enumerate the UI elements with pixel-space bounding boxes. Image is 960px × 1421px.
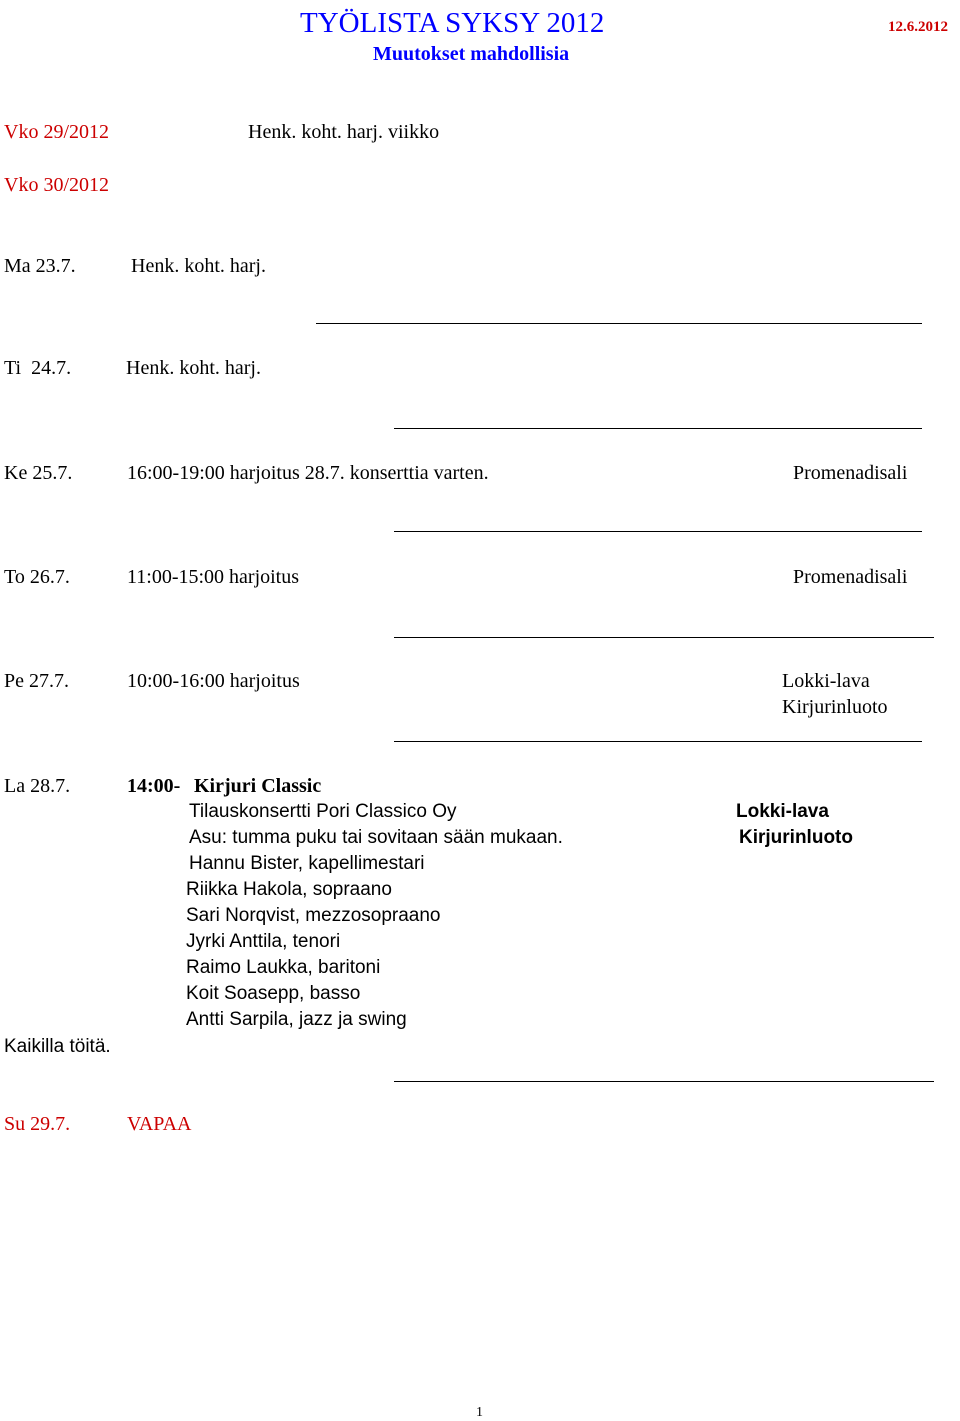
event-title-la: Kirjuri Classic xyxy=(194,775,322,797)
divider xyxy=(394,531,922,532)
event-line: Hannu Bister, kapellimestari xyxy=(189,853,425,874)
divider xyxy=(316,323,922,324)
divider xyxy=(394,1081,934,1082)
day-desc-ti: Henk. koht. harj. xyxy=(126,357,261,379)
day-note-la: Kaikilla töitä. xyxy=(4,1036,111,1057)
document-subtitle: Muutokset mahdollisia xyxy=(373,43,570,65)
day-desc-pe: 10:00-16:00 harjoitus xyxy=(127,670,300,692)
day-label-ke: Ke 25.7. xyxy=(4,462,73,484)
divider xyxy=(394,741,922,742)
day-desc-ke: 16:00-19:00 harjoitus 28.7. konserttia varten. xyxy=(127,462,489,484)
day-label-ma: Ma 23.7. xyxy=(4,255,76,277)
divider xyxy=(394,637,934,638)
event-line: Raimo Laukka, baritoni xyxy=(186,957,381,978)
day-label-ti: Ti 24.7. xyxy=(4,357,72,379)
venue-la-line2: Kirjurinluoto xyxy=(739,827,853,848)
day-desc-ma: Henk. koht. harj. xyxy=(131,255,266,277)
event-line: Antti Sarpila, jazz ja swing xyxy=(186,1009,407,1030)
venue-ke: Promenadisali xyxy=(793,462,908,484)
venue-pe-line1: Lokki-lava xyxy=(782,670,870,692)
document-title: TYÖLISTA SYKSY 2012 xyxy=(300,7,605,39)
document-date: 12.6.2012 xyxy=(888,19,948,35)
week-label-29: Vko 29/2012 xyxy=(4,121,109,143)
event-line: Tilauskonsertti Pori Classico Oy xyxy=(189,801,457,822)
venue-la-line1: Lokki-lava xyxy=(736,801,829,822)
day-desc-to: 11:00-15:00 harjoitus xyxy=(127,566,300,588)
day-label-su: Su 29.7. xyxy=(4,1113,71,1135)
day-label-la: La 28.7. xyxy=(4,775,71,797)
divider xyxy=(394,428,922,429)
week-note-29: Henk. koht. harj. viikko xyxy=(248,121,440,143)
day-label-pe: Pe 27.7. xyxy=(4,670,69,692)
venue-pe-line2: Kirjurinluoto xyxy=(782,696,888,718)
venue-to: Promenadisali xyxy=(793,566,908,588)
event-line: Riikka Hakola, sopraano xyxy=(186,879,392,900)
day-desc-su: VAPAA xyxy=(127,1113,192,1135)
event-line: Asu: tumma puku tai sovitaan sään mukaan. xyxy=(189,827,563,848)
event-line: Koit Soasepp, basso xyxy=(186,983,361,1004)
event-line: Sari Norqvist, mezzosopraano xyxy=(186,905,441,926)
week-label-30: Vko 30/2012 xyxy=(4,174,109,196)
page-number: 1 xyxy=(476,1405,483,1420)
day-label-to: To 26.7. xyxy=(4,566,70,588)
event-time-la: 14:00- xyxy=(127,775,181,797)
event-line: Jyrki Anttila, tenori xyxy=(186,931,341,952)
